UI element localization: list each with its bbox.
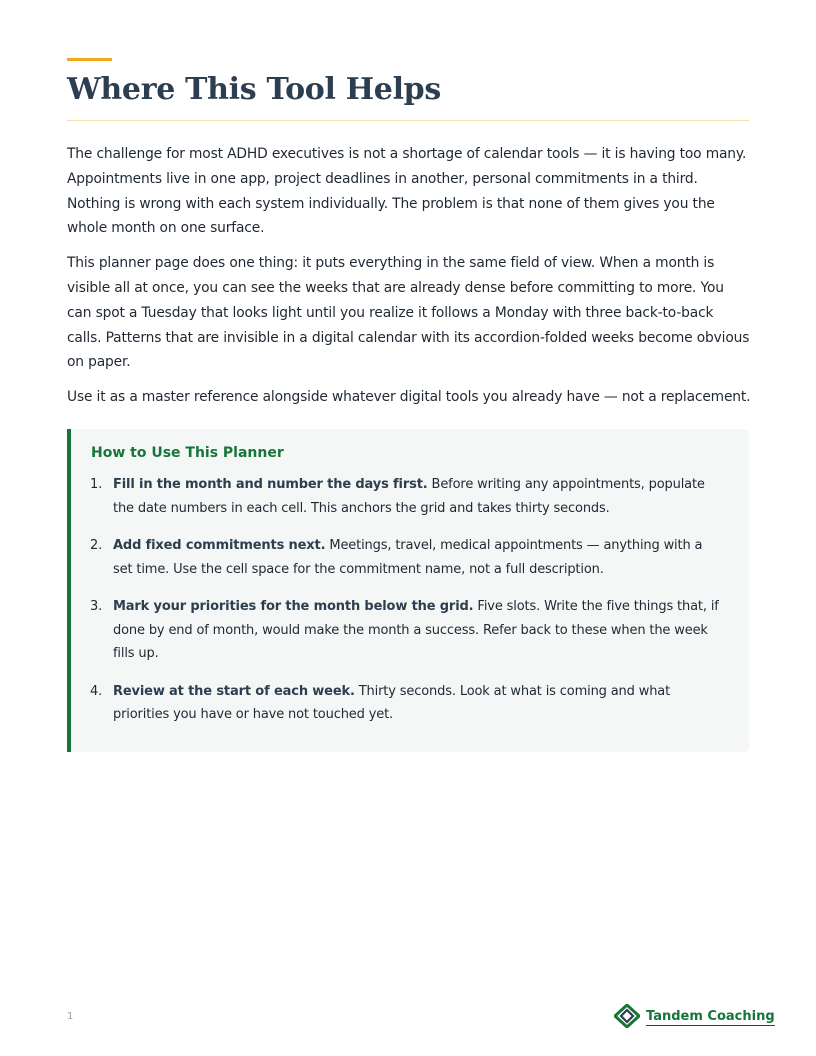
title-divider (67, 120, 749, 121)
step-number: 2. (90, 538, 103, 553)
paragraph: The challenge for most ADHD executives is not a shortage of calendar tools — it is having too many. Appointments live in one app, project deadlines in another, personal commitments in a third. Nothing is wrong with each system individually. The problem is that none of them gives you the whole month on one surface. (67, 146, 747, 237)
step-text: Thirty seconds. Look at what is coming and what priorities you have or have not touched yet. (113, 683, 671, 722)
step-item (90, 534, 721, 581)
page-number: 1 (67, 1011, 74, 1022)
paragraph: This planner page does one thing: it puts everything in the same field of view. When a month is visible all at once, you can see the weeks that are already dense before committing to more. You can spot a Tuesday that looks light until you realize it follows a Monday with three back-to-back calls. Patterns that are invisible in a digital calendar with its accordion-folded weeks become obvious on paper. (67, 255, 750, 371)
paragraph: Use it as a master reference alongside whatever digital tools you already have — not a replacement. (67, 389, 751, 406)
title-accent-bar (67, 58, 112, 61)
step-heading: Review at the start of each week. (113, 683, 355, 699)
brand-name: Tandem Coaching (646, 1009, 775, 1024)
page-title: Where This Tool Helps (67, 72, 441, 107)
brand-logo (614, 1004, 775, 1032)
step-heading: Fill in the month and number the days first. (113, 477, 428, 492)
step-heading: Add fixed commitments next. (113, 538, 326, 553)
step-item (90, 473, 721, 520)
step-number: 3. (90, 599, 103, 614)
step-item (90, 680, 721, 727)
body-text (67, 142, 751, 420)
step-text: Meetings, travel, medical appointments — anything with a set time. Use the cell space for the commitment name, not a full description. (113, 538, 703, 577)
step-item (90, 595, 721, 666)
step-text: Five slots. Write the five things that, if done by end of month, would make the month a success. Refer back to these when the week fills up. (113, 599, 719, 661)
steps-list (90, 473, 721, 741)
diamond-logo-icon (614, 1004, 640, 1032)
step-heading: Mark your priorities for the month below the grid. (113, 599, 474, 614)
step-number: 4. (90, 683, 103, 699)
step-text: Before writing any appointments, populate the date numbers in each cell. This anchors the grid and takes thirty seconds. (113, 477, 705, 516)
step-number: 1. (90, 477, 103, 492)
how-to-callout (67, 429, 749, 752)
callout-title: How to Use This Planner (91, 445, 284, 461)
